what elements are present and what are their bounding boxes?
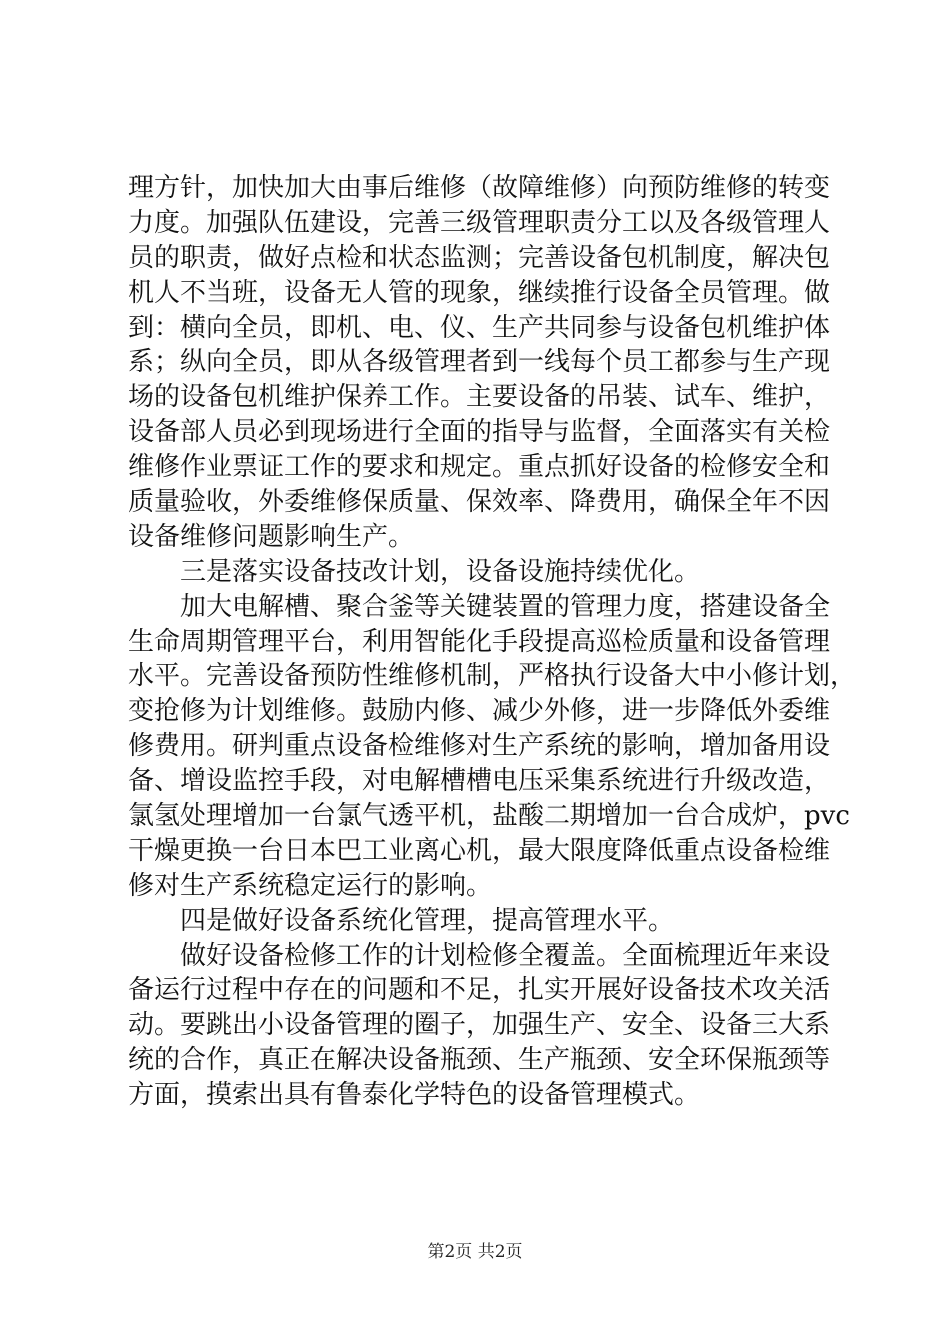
body-line: 机人不当班，设备无人管的现象，继续推行设备全员管理。做	[128, 277, 831, 308]
page-number-footer: 第2页 共2页	[427, 1242, 523, 1262]
body-line: 生命周期管理平台，利用智能化手段提高巡检质量和设备管理	[128, 626, 831, 657]
body-line: 力度。加强队伍建设，完善三级管理职责分工以及各级管理人	[128, 207, 831, 238]
body-line: 理方针，加快加大由事后维修（故障维修）向预防维修的转变	[128, 173, 831, 203]
body-line: 到：横向全员，即机、电、仪、生产共同参与设备包机维护体	[128, 312, 831, 343]
body-line: 设备维修问题影响生产。	[128, 521, 415, 552]
body-line: 场的设备包机维护保养工作。主要设备的吊装、试车、维护，	[128, 382, 831, 413]
body-line: 维修作业票证工作的要求和规定。重点抓好设备的检修安全和	[128, 452, 831, 483]
body-line: 备、增设监控手段，对电解槽槽电压采集系统进行升级改造，	[128, 766, 831, 797]
body-line: 水平。完善设备预防性维修机制，严格执行设备大中小修计划，	[128, 661, 857, 692]
body-line: 员的职责，做好点检和状态监测；完善设备包机制度，解决包	[128, 242, 831, 273]
body-line: 方面，摸索出具有鲁泰化学特色的设备管理模式。	[128, 1080, 701, 1111]
body-line: 干燥更换一台日本巴工业离心机，最大限度降低重点设备检维	[128, 835, 831, 866]
body-line: 做好设备检修工作的计划检修全覆盖。全面梳理近年来设	[180, 940, 831, 971]
body-line: 加大电解槽、聚合釜等关键装置的管理力度，搭建设备全	[180, 591, 831, 622]
body-line: 质量验收，外委维修保质量、保效率、降费用，确保全年不因	[128, 487, 831, 518]
body-line: 系；纵向全员，即从各级管理者到一线每个员工都参与生产现	[128, 347, 831, 378]
body-line: 修对生产系统稳定运行的影响。	[128, 870, 493, 901]
document-body	[128, 171, 857, 1113]
body-line: 变抢修为计划维修。鼓励内修、减少外修，进一步降低外委维	[128, 696, 831, 727]
body-line: 备运行过程中存在的问题和不足，扎实开展好设备技术攻关活	[128, 975, 831, 1006]
body-line: 氯氢处理增加一台氯气透平机，盐酸二期增加一台合成炉，pvc	[128, 801, 850, 832]
section-heading: 三是落实设备技改计划，设备设施持续优化。	[180, 556, 701, 587]
body-line: 动。要跳出小设备管理的圈子，加强生产、安全、设备三大系	[128, 1010, 831, 1041]
body-line: 统的合作，真正在解决设备瓶颈、生产瓶颈、安全环保瓶颈等	[128, 1045, 831, 1076]
body-line: 修费用。研判重点设备检维修对生产系统的影响，增加备用设	[128, 731, 831, 762]
body-line: 设备部人员必到现场进行全面的指导与监督，全面落实有关检	[128, 417, 831, 448]
section-heading: 四是做好设备系统化管理，提高管理水平。	[180, 905, 675, 936]
